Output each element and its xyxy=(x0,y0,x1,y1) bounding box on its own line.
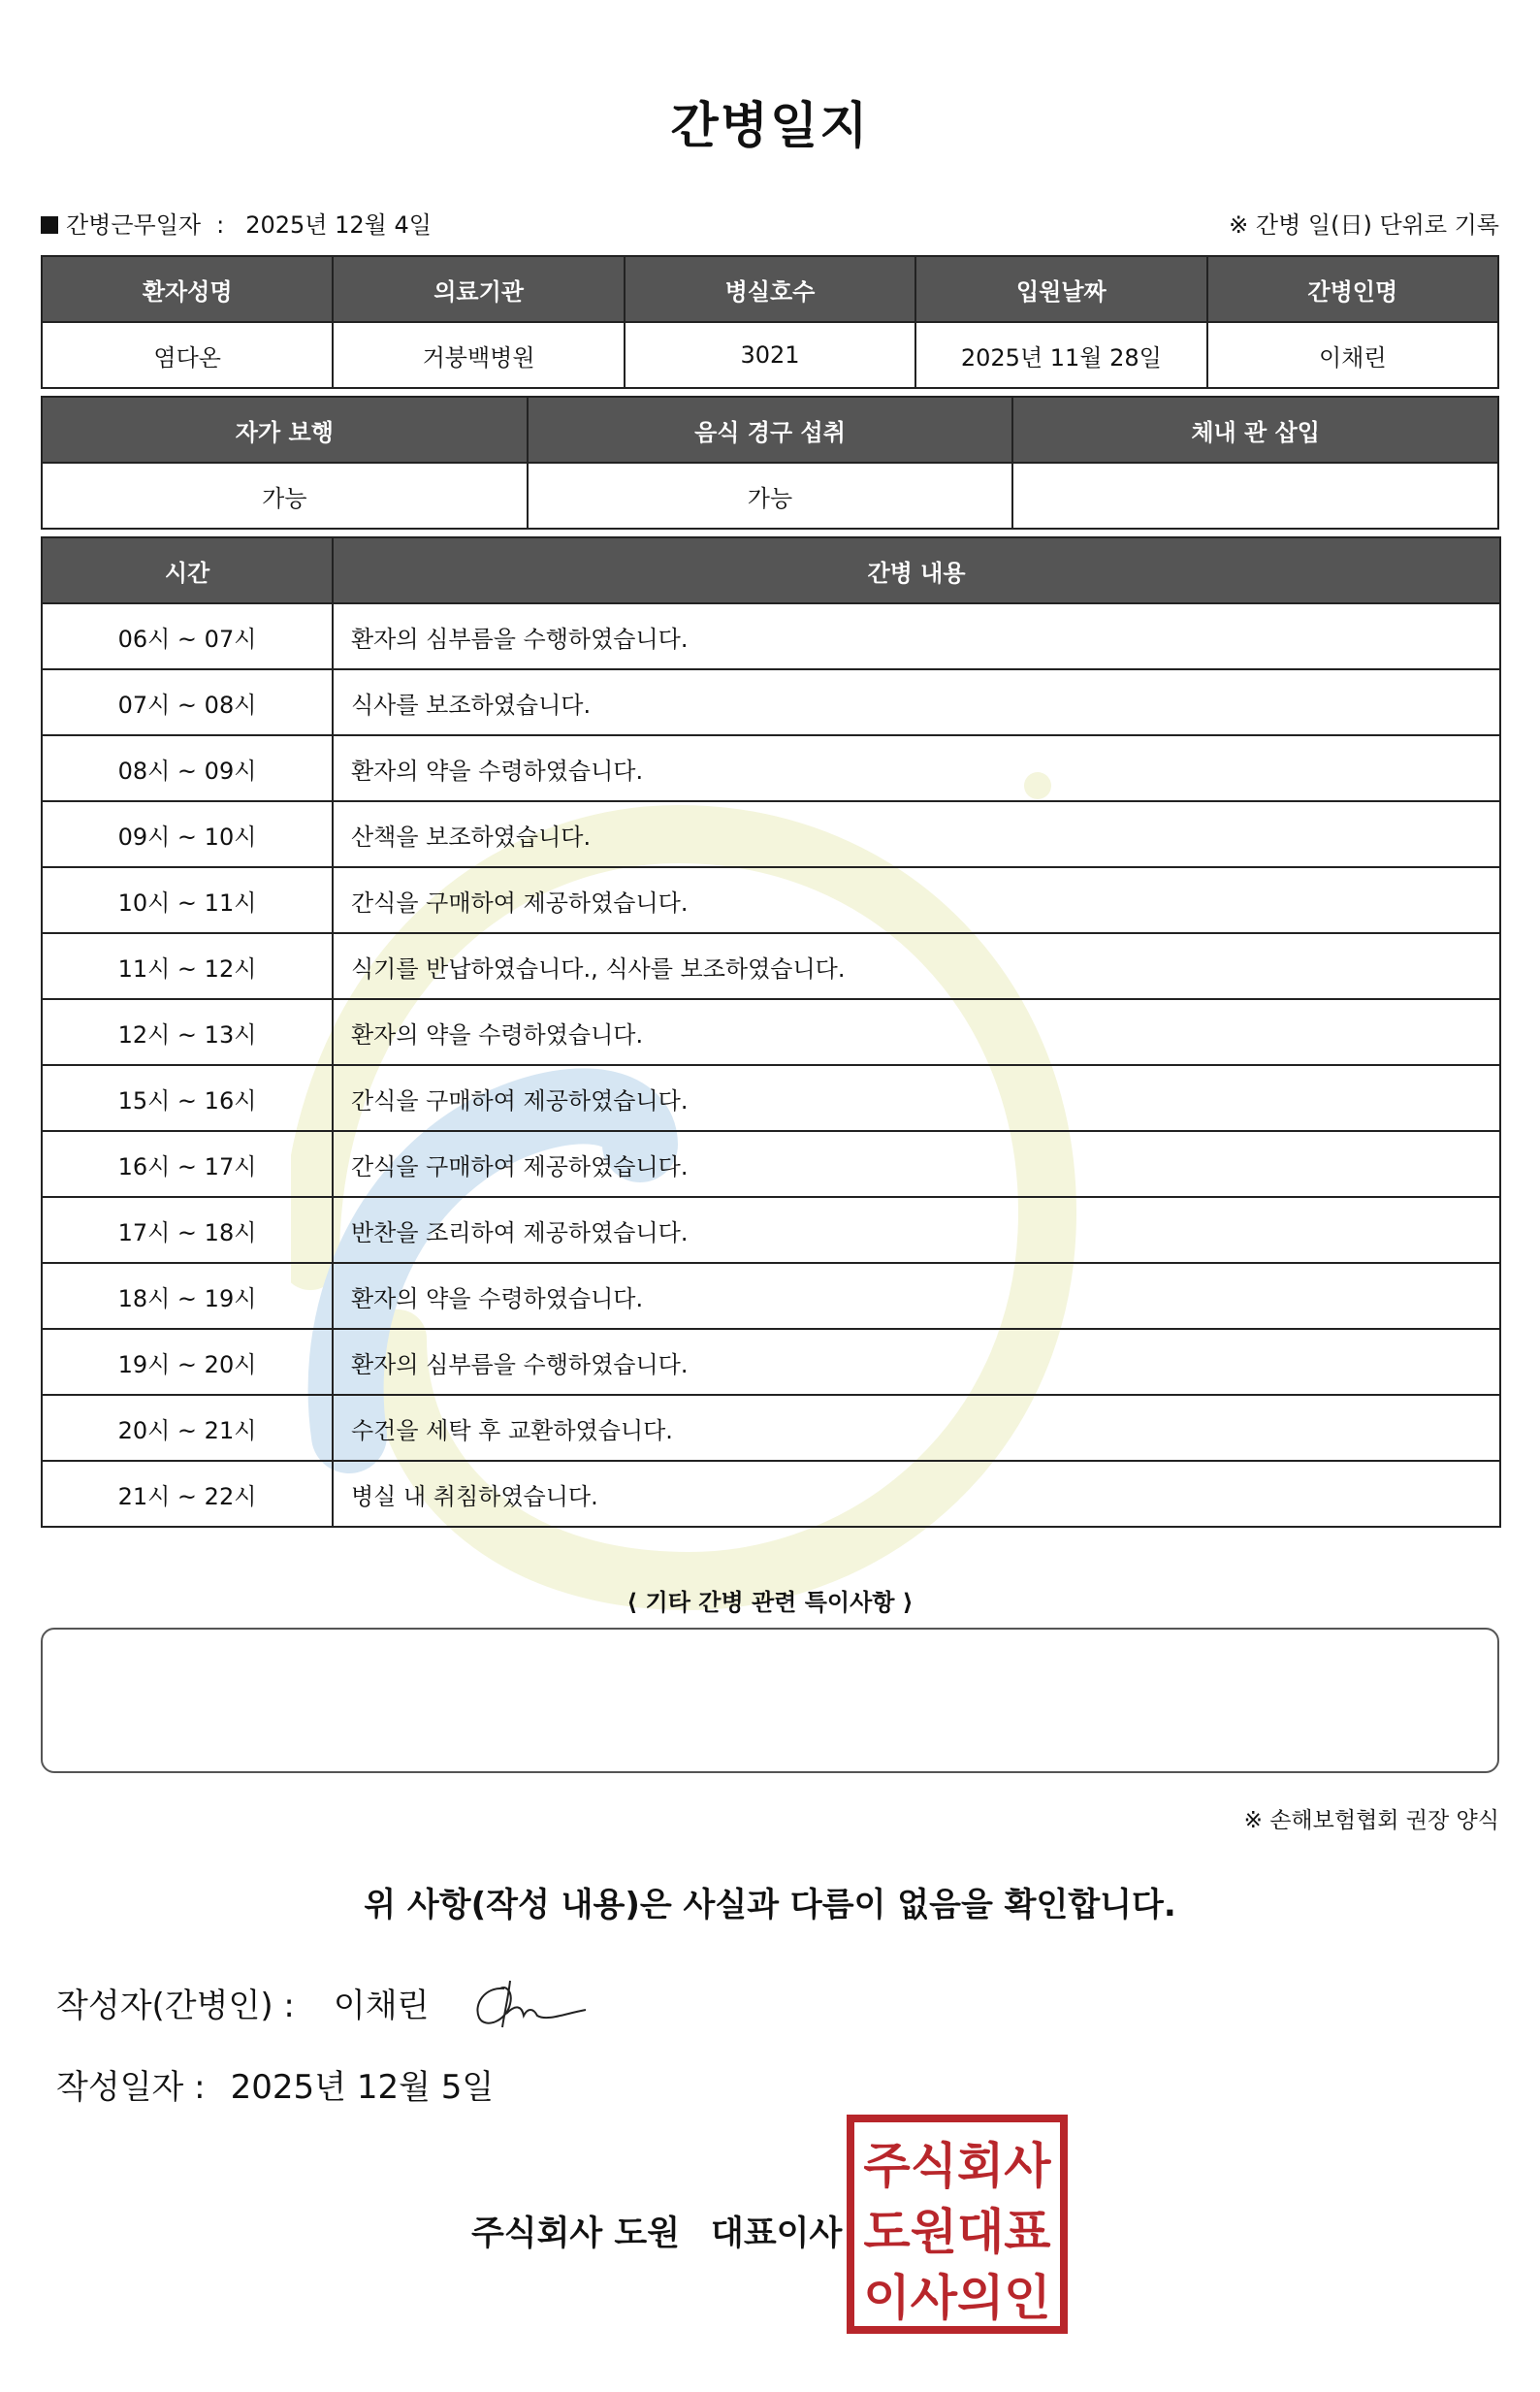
table-row xyxy=(42,801,1500,867)
header-time: 시간 xyxy=(42,537,333,603)
content-cell: 환자의 약을 수령하였습니다. xyxy=(333,735,1500,801)
time-cell: 10시 ~ 11시 xyxy=(42,867,333,933)
time-cell: 08시 ~ 09시 xyxy=(42,735,333,801)
time-cell: 19시 ~ 20시 xyxy=(42,1329,333,1395)
table-row xyxy=(42,735,1500,801)
content-cell: 간식을 구매하여 제공하였습니다. xyxy=(333,1065,1500,1131)
written-date-line xyxy=(56,2060,494,2108)
content-cell: 병실 내 취침하였습니다. xyxy=(333,1461,1500,1527)
oral-intake-value: 가능 xyxy=(528,463,1013,529)
seal-line-2: 도원대표 xyxy=(863,2204,1051,2260)
table-row xyxy=(42,1461,1500,1527)
time-cell: 21시 ~ 22시 xyxy=(42,1461,333,1527)
table-row xyxy=(42,1197,1500,1263)
table-row xyxy=(42,603,1500,669)
patient-status-value-row xyxy=(42,463,1498,529)
company-representative: 대표이사 xyxy=(711,2214,843,2253)
content-cell: 수건을 세탁 후 교환하였습니다. xyxy=(333,1395,1500,1461)
self-walking-value: 가능 xyxy=(42,463,528,529)
time-cell: 12시 ~ 13시 xyxy=(42,999,333,1065)
header-self-walking: 자가 보행 xyxy=(42,397,528,463)
time-cell: 16시 ~ 17시 xyxy=(42,1131,333,1197)
time-cell: 15시 ~ 16시 xyxy=(42,1065,333,1131)
written-date-value: 2025년 12월 5일 xyxy=(230,2068,495,2107)
content-cell: 환자의 약을 수령하였습니다. xyxy=(333,1263,1500,1329)
association-note: ※ 손해보험협회 권장 양식 xyxy=(1243,1808,1499,1833)
time-cell: 06시 ~ 07시 xyxy=(42,603,333,669)
content-cell: 식사를 보조하였습니다. xyxy=(333,669,1500,735)
content-cell: 환자의 약을 수령하였습니다. xyxy=(333,999,1500,1065)
seal-line-3: 이사의인 xyxy=(863,2270,1051,2326)
company-seal-stamp xyxy=(847,2115,1068,2334)
header-patient-name: 환자성명 xyxy=(42,256,333,322)
header-admission-date: 입원날짜 xyxy=(915,256,1206,322)
care-log-table xyxy=(41,536,1501,1528)
header-caregiver-name: 간병인명 xyxy=(1207,256,1498,322)
document-title: 간병일지 xyxy=(670,98,870,155)
writer-label: 작성자(간병인) : xyxy=(56,1987,295,2025)
content-cell: 간식을 구매하여 제공하였습니다. xyxy=(333,867,1500,933)
time-cell: 20시 ~ 21시 xyxy=(42,1395,333,1461)
patient-status-table xyxy=(41,396,1499,530)
admission-date: 2025년 11월 28일 xyxy=(915,322,1206,388)
table-row xyxy=(42,999,1500,1065)
table-row xyxy=(42,1065,1500,1131)
table-row xyxy=(42,669,1500,735)
content-cell: 간식을 구매하여 제공하였습니다. xyxy=(333,1131,1500,1197)
special-notes-box xyxy=(41,1628,1499,1773)
special-notes-label: ⟨ 기타 간병 관련 특이사항 ⟩ xyxy=(626,1589,914,1616)
table-row xyxy=(42,933,1500,999)
time-cell: 17시 ~ 18시 xyxy=(42,1197,333,1263)
content-cell: 환자의 심부름을 수행하였습니다. xyxy=(333,603,1500,669)
writer-line xyxy=(56,1979,429,2026)
square-bullet-icon xyxy=(41,216,58,234)
company-signature-line xyxy=(471,2207,842,2255)
content-cell: 반찬을 조리하여 제공하였습니다. xyxy=(333,1197,1500,1263)
table-row xyxy=(42,1263,1500,1329)
confirmation-statement: 위 사항(작성 내용)은 사실과 다름이 없음을 확인합니다. xyxy=(364,1886,1176,1924)
tube-insertion-value xyxy=(1012,463,1498,529)
written-date-label: 작성일자 : xyxy=(56,2068,206,2107)
table-row xyxy=(42,1329,1500,1395)
content-cell: 환자의 심부름을 수행하였습니다. xyxy=(333,1329,1500,1395)
work-date-value: 2025년 12월 4일 xyxy=(245,211,432,239)
patient-info-header-row xyxy=(42,256,1498,322)
time-cell: 11시 ~ 12시 xyxy=(42,933,333,999)
header-room-number: 병실호수 xyxy=(625,256,915,322)
patient-status-header-row xyxy=(42,397,1498,463)
handwritten-signature xyxy=(467,1975,594,2033)
header-care-content: 간병 내용 xyxy=(333,537,1500,603)
table-row xyxy=(42,1131,1500,1197)
patient-info-value-row xyxy=(42,322,1498,388)
header-oral-intake: 음식 경구 섭취 xyxy=(528,397,1013,463)
header-tube-insertion: 체내 관 삽입 xyxy=(1012,397,1498,463)
company-name: 주식회사 도원 xyxy=(471,2214,681,2253)
time-cell: 07시 ~ 08시 xyxy=(42,669,333,735)
room-number: 3021 xyxy=(625,322,915,388)
daily-record-note: ※ 간병 일(日) 단위로 기록 xyxy=(1229,211,1499,239)
work-date-separator: : xyxy=(216,211,225,239)
hospital-name: 거붕백병원 xyxy=(333,322,624,388)
table-row xyxy=(42,1395,1500,1461)
table-row xyxy=(42,867,1500,933)
care-log-header-row xyxy=(42,537,1500,603)
patient-name: 염다온 xyxy=(42,322,333,388)
content-cell: 식기를 반납하였습니다., 식사를 보조하였습니다. xyxy=(333,933,1500,999)
caregiver-name: 이채린 xyxy=(1207,322,1498,388)
patient-info-table xyxy=(41,255,1499,389)
work-date-label: 간병근무일자 xyxy=(66,211,202,239)
time-cell: 18시 ~ 19시 xyxy=(42,1263,333,1329)
time-cell: 09시 ~ 10시 xyxy=(42,801,333,867)
writer-name: 이채린 xyxy=(333,1987,430,2025)
work-date-line xyxy=(41,206,432,240)
header-hospital: 의료기관 xyxy=(333,256,624,322)
content-cell: 산책을 보조하였습니다. xyxy=(333,801,1500,867)
seal-line-1: 주식회사 xyxy=(863,2138,1051,2194)
